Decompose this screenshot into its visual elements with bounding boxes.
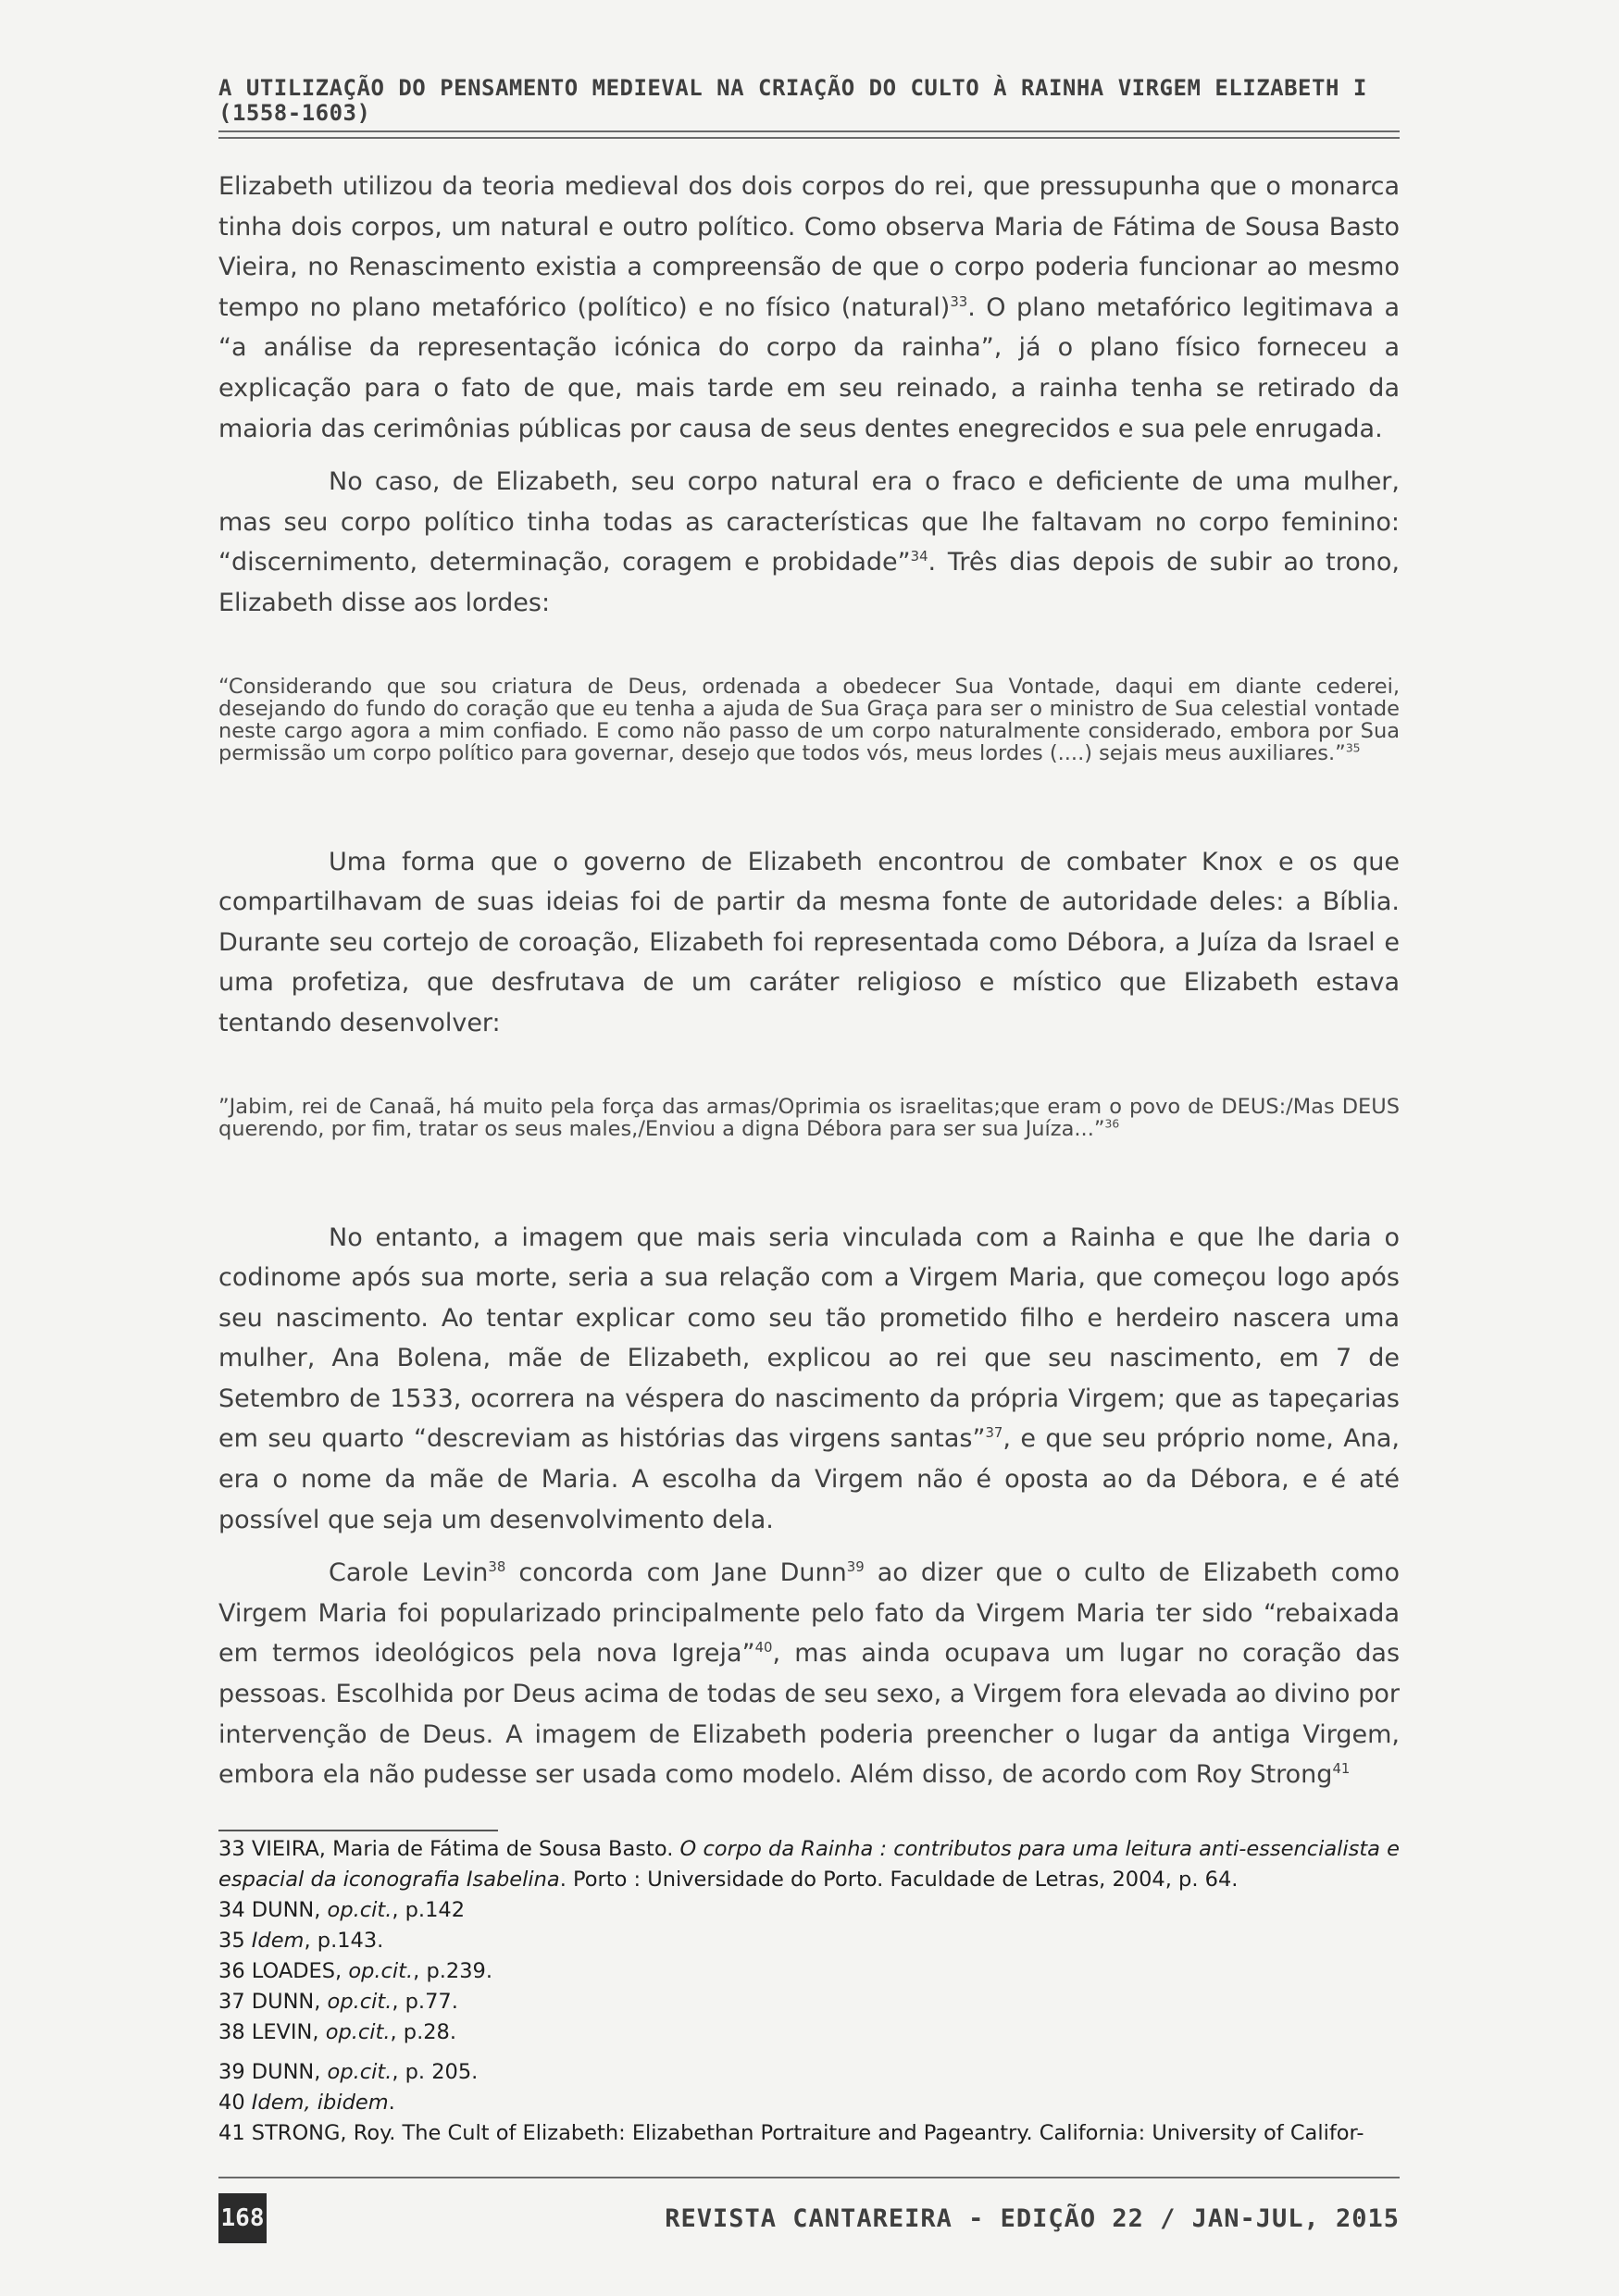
running-header: A UTILIZAÇÃO DO PENSAMENTO MEDIEVAL NA CRIAÇÃO DO CULTO À RAINHA VIRGEM ELIZABETH I (1558-1603) xyxy=(218,75,1367,126)
footnote-ref[interactable]: 38 xyxy=(488,1558,506,1576)
footnote: 39 DUNN, op.cit., p. 205. xyxy=(218,2060,479,2084)
footnote: 40 Idem, ibidem. xyxy=(218,2091,395,2115)
footnote: 33 VIEIRA, Maria de Fátima de Sousa Basto. O corpo da Rainha : contributos para uma leitura anti-essencialista e espacial da iconografia Isabelina. Porto : Universidade do Porto. Faculdade de Letras, 2004, p. 64. xyxy=(218,1837,1400,1892)
footnote: 38 LEVIN, op.cit., p.28. xyxy=(218,2020,457,2044)
journal-footer: REVISTA CANTAREIRA - EDIÇÃO 22 / JAN-JUL, 2015 xyxy=(665,2204,1400,2233)
page-number: 168 xyxy=(218,2193,267,2243)
paragraph: Uma forma que o governo de Elizabeth encontrou de combater Knox e os que compartilhavam de suas ideias foi de partir da mesma fonte de autoridade deles: a Bíblia. Durante seu cortejo de coroação, Elizabeth foi representada como Débora, a Juíza da Israel e uma profetiza, que desfrutava de um caráter religioso e místico que Elizabeth estava tentando desenvolver: xyxy=(218,847,1400,1037)
footnote: 37 DUNN, op.cit., p.77. xyxy=(218,1990,458,2014)
footnote: 35 Idem, p.143. xyxy=(218,1929,384,1953)
footnote-ref[interactable]: 41 xyxy=(1332,1760,1351,1778)
footnote-ref[interactable]: 35 xyxy=(1345,741,1361,755)
footnote: 36 LOADES, op.cit., p.239. xyxy=(218,1959,492,1983)
footnote-ref[interactable]: 34 xyxy=(910,548,928,565)
footnote-ref[interactable]: 40 xyxy=(754,1639,773,1657)
footer-rule xyxy=(218,2177,1400,2178)
block-quote: “Considerando que sou criatura de Deus, ordenada a obedecer Sua Vontade, daqui em diante cederei, desejando do fundo do coração que eu tenha a ajuda de Sua Graça para ser o ministro de Sua celestial vontade neste cargo agora a mim confiado. E como não passo de um corpo naturalmente considerado, embora por Sua permissão um corpo político para governar, desejo que todos vós, meus lordes (....) sejais meus auxiliares.”$^{35}$ xyxy=(218,674,1400,765)
paragraph: No entanto, a imagem que mais seria vinculada com a Rainha e que lhe daria o codinome após sua morte, seria a sua relação com a Virgem Maria, que começou logo após seu nascimento. Ao tentar explicar como seu tão prometido filho e herdeiro nascera uma mulher, Ana Bolena, mãe de Elizabeth, explicou ao rei que seu nascimento, em 7 de Setembro de 1533, ocorrera na véspera do nascimento da própria Virgem; que as tapeçarias em seu quarto “descreviam as histórias das virgens santas”$^{37}$, e que seu próprio nome, Ana, era o nome da mãe de Maria. A escolha da Virgem não é oposta ao da Débora, e é até possível que seja um desenvolvimento dela. xyxy=(218,1222,1400,1534)
footnote-ref[interactable]: 33 xyxy=(950,292,968,310)
paragraph: Elizabeth utilizou da teoria medieval dos dois corpos do rei, que pressupunha que o monarca tinha dois corpos, um natural e outro político. Como observa Maria de Fátima de Sousa Basto Vieira, no Renascimento existia a compreensão de que o corpo poderia funcionar ao mesmo tempo no plano metafórico (político) e no físico (natural)$^{33}$. O plano metafórico legitimava a “a análise da representação icónica do corpo da rainha”, já o plano físico forneceu a explicação para o fato de que, mais tarde em seu reinado, a rainha tenha se retirado da maioria das cerimônias públicas por causa de seus dentes enegrecidos e sua pele enrugada. xyxy=(218,172,1401,443)
paragraph: No caso, de Elizabeth, seu corpo natural era o fraco e deficiente de uma mulher, mas seu corpo político tinha todas as características que lhe faltavam no corpo feminino: “discernimento, determinação, coragem e probidade”$^{34}$. Três dias depois de subir ao trono, Elizabeth disse aos lordes: xyxy=(218,467,1400,617)
footnote-ref[interactable]: 39 xyxy=(846,1558,865,1576)
header-rule xyxy=(218,130,1400,132)
footnote: 34 DUNN, op.cit., p.142 xyxy=(218,1898,466,1922)
footnote-separator xyxy=(218,1830,498,1831)
footnote-ref[interactable]: 37 xyxy=(985,1424,1003,1442)
paragraph: Carole Levin$^{38}$ concorda com Jane Dunn$^{39}$ ao dizer que o culto de Elizabeth como Virgem Maria foi popularizado principalmente pelo fato da Virgem Maria ter sido “rebaixada em termos ideológicos pela nova Igreja”$^{40}$, mas ainda ocupava um lugar no coração das pessoas. Escolhida por Deus acima de todas de seu sexo, a Virgem fora elevada ao divino por intervenção de Deus. A imagem de Elizabeth poderia preencher o lugar da antiga Virgem, embora ela não pudesse ser usada como modelo. Além disso, de acordo com Roy Strong$^{41}$ xyxy=(218,1558,1401,1790)
footnote: 41 STRONG, Roy. The Cult of Elizabeth: Elizabethan Portraiture and Pageantry. California: University of Califor- xyxy=(218,2121,1364,2145)
footnotes xyxy=(218,1834,1400,2149)
article-body xyxy=(218,167,1400,1795)
block-quote: ”Jabim, rei de Canaã, há muito pela força das armas/Oprimia os israelitas;que eram o povo de DEUS:/Mas DEUS querendo, por fim, tratar os seus males,/Enviou a digna Débora para ser sua Juíza...”$^{36}$ xyxy=(218,1094,1400,1141)
header-rule xyxy=(218,137,1400,139)
footnote-ref[interactable]: 36 xyxy=(1104,1117,1120,1130)
